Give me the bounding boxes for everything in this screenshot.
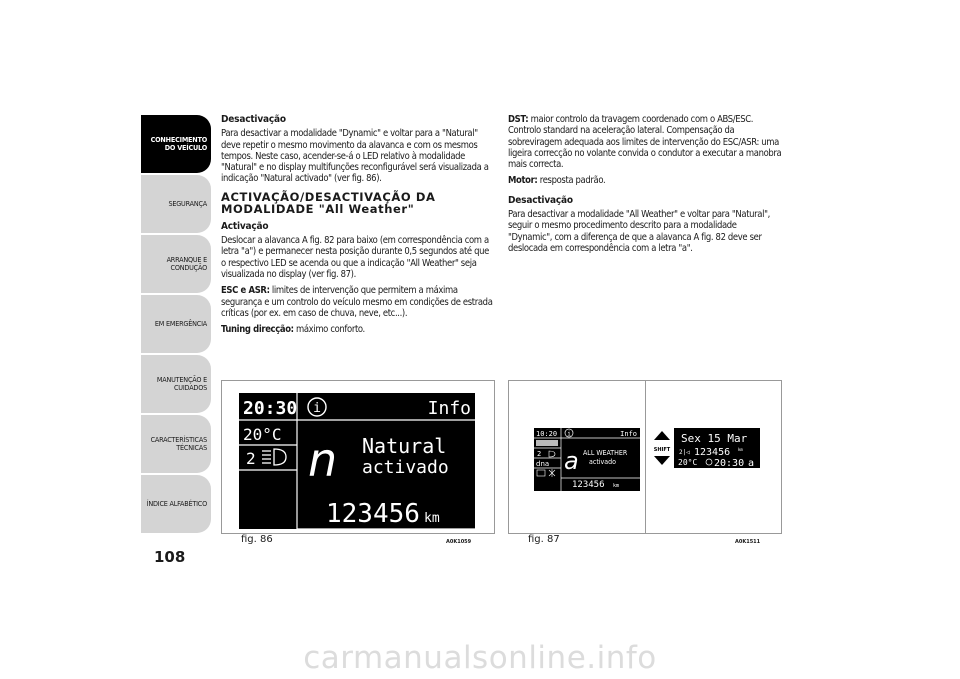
tab-caracteristicas-tecnicas[interactable]: CARACTERÍSTICAS TÉCNICAS [141,415,211,473]
motor-label: Motor: [508,175,538,187]
mode-line-2: activado [362,457,449,478]
small-dna-label: dna [536,460,550,468]
dst-label: DST: [508,114,529,125]
small-mode-line-2: activado [589,458,616,466]
tab-manutencao-e-cuidados[interactable]: MANUTENÇÃO E CUIDADOS [141,355,211,413]
small-odometer-unit: km [613,483,620,489]
figure-86-code: A0K1059 [446,539,472,545]
right-display-odometer: 123456 [694,447,731,458]
arrow-down-icon [654,456,670,465]
right-text-column [508,114,783,259]
dst-text: maior controlo da travagem coordenado com o ABS/ESC. Controlo standard na aceleração lateral. Compensação da sobreviragem adequada aos limites de intervenção do ESC/ASR: uma ligeira correcção no volante convida o condutor a executar a manobra mais correcta. [508,114,782,171]
shift-label: SHIFT [653,447,671,453]
right-display-date: Sex 15 Mar [681,432,748,445]
watermark-text: carmanualsonline.info [303,640,657,676]
small-mode-letter-a: a [564,447,579,475]
section-title: ACTIVAÇÃO/DESACTIVAÇÃO DA MODALIDADE "All Weather" [221,189,436,216]
small-temp-bar [536,440,558,446]
small-display-info: Info [620,430,637,438]
small-mode-line-1: ALL WEATHER [583,449,628,457]
small-odometer-value: 123456 [572,480,605,490]
tab-em-emergencia[interactable]: EM EMERGÊNCIA [141,295,211,353]
right-display-trip-icon: 2|◁ [679,449,690,456]
display-info-label: Info [427,398,471,419]
odometer-value: 123456 [326,499,420,529]
display-all-weather-image [509,381,645,533]
figure-87-code: A0K1511 [735,539,761,545]
arrow-up-icon [654,431,670,440]
esc-text: limites de intervenção que permitem a máxima segurança e um controlo do veículo mesmo em condições de estrada críticas (por ex. em caso de chuva, neve, etc...). [221,285,493,319]
page-number: 108 [154,548,186,566]
paragraph-esc-asr [221,285,493,319]
right-display-mode-letter: a [748,458,755,469]
paragraph-desactivacao-2: Para desactivar a modalidade "All Weather" e voltar para "Natural", seguir o mesmo procedimento descrito para a modalidade "Dynamic", com a diferença de que a alavanca A fig. 82 deve ser deslocada em correspondência com a letra "a". [508,209,770,254]
heading-activacao: Activação [221,220,269,232]
tuning-label: Tuning direcção: [221,324,294,336]
heading-desactivacao: Desactivação [221,114,286,125]
tab-indice-alfabetico[interactable]: ÍNDICE ALFABÉTICO [141,475,211,533]
small-display-gear: 2 [537,450,542,458]
tuning-text: máximo conforto. [293,324,365,336]
heading-desactivacao-2: Desactivação [508,194,573,206]
small-info-symbol: i [567,430,571,438]
paragraph-tuning [221,324,493,335]
display-temperature: 20°C [243,425,282,444]
figure-86-caption: fig. 86 [241,534,273,545]
figure-87-frame [508,380,782,534]
display-time: 20:30 [243,398,298,419]
motor-text: resposta padrão. [537,175,606,187]
display-date-shift-image [645,381,781,533]
paragraph-dst [508,114,783,170]
figure-86-frame [221,380,495,534]
mode-line-1: Natural [362,434,447,458]
paragraph-activacao: Deslocar a alavanca A fig. 82 para baixo (em correspondência com a letra "a") e permanecer nesta posição durante 0,5 segundos até que o respectivo LED se acenda ou que a indicação "All Weather" seja visualizada no display (ver fig. 87). [221,235,489,280]
tab-arranque-e-conducao[interactable]: ARRANQUE E CONDUÇÃO [141,235,211,293]
display-gear: 2 [246,449,256,468]
odometer-unit: km [424,511,440,526]
chapter-sidebar [141,115,211,535]
left-text-column [221,114,493,340]
info-symbol: i [313,401,321,416]
small-display-time: 10:20 [536,430,558,438]
right-display-unit: km [738,447,743,452]
tab-seguranca[interactable]: SEGURANÇA [141,175,211,233]
figure-87-caption: fig. 87 [528,534,560,545]
paragraph-motor [508,175,783,186]
mode-letter-n: n [308,433,338,487]
right-display-temp: 20°C [678,458,698,467]
display-natural-image [222,381,494,533]
tab-conhecimento-do-veiculo[interactable]: CONHECIMENTO DO VEÍCULO [141,115,211,173]
esc-label: ESC e ASR: [221,285,270,297]
right-display-time: 20:30 [714,458,745,469]
paragraph-desactivacao: Para desactivar a modalidade "Dynamic" e voltar para a "Natural" deve repetir o mesmo movimento da alavanca e com os mesmos tempos. Neste caso, acender-se-á o LED relativo à modalidade "Natural" e no display multifunções reconfigurável será visualizada a indicação "Natural activado" (ver fig. 86). [221,128,489,185]
